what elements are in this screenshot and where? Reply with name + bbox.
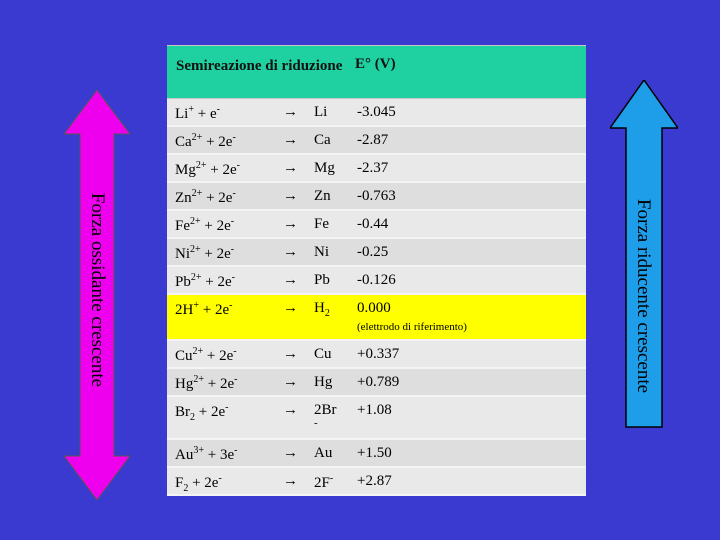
electron-charge: - xyxy=(216,104,220,115)
reaction-reactant: $F_2 + 2e^-$ xyxy=(175,473,222,494)
table-header xyxy=(167,46,586,99)
reaction-reactant: 2H+ + 2e- xyxy=(175,300,233,318)
reaction-product: $H_2$ xyxy=(314,300,330,319)
standard-potential: 0.000 xyxy=(357,300,391,316)
reaction-product: Fe xyxy=(314,216,329,232)
reaction-product: Hg xyxy=(314,374,333,390)
standard-potential: +1.50 xyxy=(357,445,392,461)
standard-potential: -0.25 xyxy=(357,244,389,260)
reaction-product: 2Br xyxy=(314,402,337,418)
reaction-product: Pb xyxy=(314,272,330,288)
reactant-charge: 2+ xyxy=(191,132,203,143)
table-row xyxy=(167,211,586,239)
table-row xyxy=(167,239,586,267)
standard-potential: -3.045 xyxy=(357,104,396,120)
reaction-product: Ni xyxy=(314,244,329,260)
standard-potential: -2.87 xyxy=(357,132,389,148)
electron-charge: - xyxy=(234,374,238,385)
reaction-reactant: $Pb^{2+} + 2e^-$ xyxy=(175,272,235,290)
electron-charge: - xyxy=(234,445,238,456)
standard-potential: -0.763 xyxy=(357,188,396,204)
reaction-arrow-icon: → xyxy=(283,160,298,176)
header-reaction: Semireazione di riduzione xyxy=(176,58,343,74)
standard-potential: +1.08 xyxy=(357,402,392,418)
reaction-product: Zn xyxy=(314,188,331,204)
reaction-reactant: $Mg^{2+} + 2e^-$ xyxy=(175,160,240,178)
reactant-charge: 2+ xyxy=(190,272,202,283)
electron-charge: - xyxy=(229,300,233,311)
reaction-arrow-icon: → xyxy=(283,244,298,260)
electron-charge: - xyxy=(230,244,235,255)
reaction-arrow-icon: → xyxy=(283,132,298,148)
table-row xyxy=(167,341,586,369)
reactant-charge: 3+ xyxy=(193,445,204,456)
reaction-product: Mg xyxy=(314,160,335,176)
reactant-charge: 2+ xyxy=(193,374,204,385)
reactant-charge: + xyxy=(188,104,194,115)
reaction-reactant: $Cu^{2+} + 2e^-$ xyxy=(175,346,237,364)
reducing-strength-label: Forza riducente crescente xyxy=(633,198,654,394)
reaction-arrow-icon: → xyxy=(283,300,298,316)
table-row xyxy=(167,295,586,341)
reaction-reactant: $Ca^{2+} + 2e^-$ xyxy=(175,132,236,150)
reference-note: (elettrodo di riferimento) xyxy=(357,321,467,333)
electron-charge: - xyxy=(232,188,236,199)
reactant-subscript: 2 xyxy=(183,483,189,494)
standard-potential: +2.87 xyxy=(357,473,392,489)
table-row xyxy=(167,155,586,183)
electron-charge: - xyxy=(231,272,235,283)
reaction-arrow-icon: → xyxy=(283,346,298,362)
product-subscript: 2 xyxy=(324,308,330,319)
reaction-arrow-icon: → xyxy=(283,216,298,232)
header-potential: E° (V) xyxy=(355,56,396,72)
reaction-reactant: $Fe^{2+} + 2e^-$ xyxy=(175,216,235,234)
table-row xyxy=(167,468,586,496)
reactant-charge: 2+ xyxy=(195,160,207,171)
reaction-arrow-icon: → xyxy=(283,445,298,461)
reaction-product: Li xyxy=(314,104,328,120)
reaction-product: 2F- xyxy=(314,473,334,491)
oxidizing-strength-label: Forza ossidante crescente xyxy=(87,192,108,388)
standard-potential: +0.789 xyxy=(357,374,400,390)
standard-potential: -0.44 xyxy=(357,216,389,232)
table-row xyxy=(167,127,586,155)
reaction-arrow-icon: → xyxy=(283,104,298,120)
product-charge: - xyxy=(314,417,318,429)
table-row xyxy=(167,267,586,295)
reduction-potential-table xyxy=(167,45,586,496)
electron-charge: - xyxy=(218,473,222,484)
standard-potential: +0.337 xyxy=(357,346,400,362)
reaction-arrow-icon: → xyxy=(283,473,298,489)
reaction-arrow-icon: → xyxy=(283,188,298,204)
table-row xyxy=(167,397,586,440)
reaction-product: Au xyxy=(314,445,333,461)
product-charge: - xyxy=(329,473,334,484)
electron-charge: - xyxy=(230,216,235,227)
reaction-reactant: $Au^{3+} + 3e^-$ xyxy=(175,445,238,463)
electron-charge: - xyxy=(236,160,240,171)
reaction-product: Cu xyxy=(314,346,332,362)
reaction-reactant: $Ni^{2+} + 2e^-$ xyxy=(175,244,235,262)
electron-charge: - xyxy=(232,132,236,143)
table-row xyxy=(167,183,586,211)
reaction-reactant: Li+ + e- xyxy=(175,104,220,122)
table-row xyxy=(167,440,586,468)
reactant-charge: 2+ xyxy=(190,216,201,227)
reactant-charge: 2+ xyxy=(190,244,201,255)
electron-charge: - xyxy=(225,402,229,413)
reaction-reactant: $Zn^{2+} + 2e^-$ xyxy=(175,188,236,206)
table-row xyxy=(167,99,586,127)
electron-charge: - xyxy=(233,346,237,357)
reactant-charge: 2+ xyxy=(191,188,203,199)
reaction-product: Ca xyxy=(314,132,331,148)
reaction-reactant: $Br_2 + 2e^-$ xyxy=(175,402,229,423)
reaction-arrow-icon: → xyxy=(283,402,298,418)
standard-potential: -0.126 xyxy=(357,272,396,288)
reaction-arrow-icon: → xyxy=(283,374,298,390)
reaction-arrow-icon: → xyxy=(283,272,298,288)
reactant-subscript: 2 xyxy=(190,412,195,423)
table-row xyxy=(167,369,586,397)
reactant-charge: 2+ xyxy=(192,346,204,357)
reaction-reactant: $Hg^{2+} + 2e^-$ xyxy=(175,374,238,392)
standard-potential: -2.37 xyxy=(357,160,389,176)
reactant-charge: + xyxy=(193,300,199,311)
